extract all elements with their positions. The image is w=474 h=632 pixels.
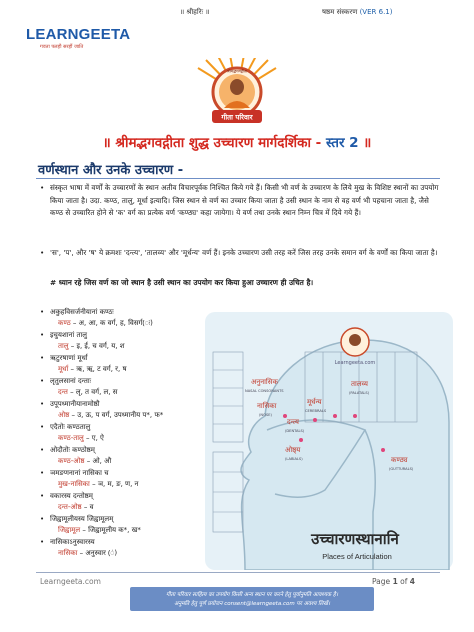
- place-name: मुख-नासिका: [58, 480, 90, 488]
- logo-wordmark: [26, 26, 130, 43]
- sibilant-paragraph: [40, 247, 440, 260]
- letters-text: ए, ऐ: [91, 434, 104, 442]
- geeta-parivar-emblem: [194, 58, 280, 128]
- bullet-icon: •: [40, 183, 45, 192]
- letters-line: दन्त – लृ, त वर्ग, ल, स: [58, 388, 118, 396]
- letters-line: नासिका – अनुस्वार (ं): [58, 549, 118, 557]
- list-item: [40, 377, 205, 400]
- list-item: [40, 354, 205, 377]
- bullet-icon: •: [40, 492, 45, 500]
- list-item: [40, 308, 205, 331]
- label-anunasik: अनुनासिक: [251, 378, 278, 386]
- page-of: of: [400, 577, 408, 586]
- place-name: जिह्वामूल: [58, 526, 81, 534]
- intro-text: संस्कृत भाषा में वर्णों के उच्चारणों के स्थान अतीव विचारपूर्वक निश्चित किये गये हैं। किसी भी वर्ण के उच्चारण के लिये मुख के विशिष्ट स्थानों का उपयोग किया जाता है। उदा. कण्ठ, तालु, मूर्धा इत्यादि। जिस स्थान से वर्ण का उच्चार किया जाता है उसी स्थान के नाम से वह वर्ण भी पहचाना जाता है, जैसे कण्ठ से उच्चारित होने से 'क' वर्ग का प्रत्येक वर्ण 'कण्ठ्य' कहा जायेगा। ये वर्ण तथा उनके स्थान निम्न चित्र में दिये गये हैं।: [50, 183, 439, 217]
- letters-line: जिह्वामूल – जिह्वामूलीय क*, ख*: [58, 526, 141, 534]
- letters-line: मूर्धा – ऋ, ॠ, ट वर्ग, र, ष: [58, 365, 127, 373]
- bullet-icon: •: [40, 515, 45, 523]
- page-prefix: Page: [372, 577, 391, 586]
- sutra-text: नासिकाऽनुस्वारस्य: [50, 538, 95, 546]
- label-talavya-en: (PALATALS): [349, 391, 370, 395]
- list-item: [40, 331, 205, 354]
- label-murdha: मूर्धन्य: [307, 398, 322, 406]
- sutra-text: ओदौतोः कण्ठोष्ठम्: [50, 446, 95, 454]
- list-item: [40, 446, 205, 469]
- emblem-top-label: श्रीमद्भगवद्गीता: [226, 68, 248, 74]
- bullet-icon: •: [40, 331, 45, 339]
- letters-text: इ, ई, च वर्ग, य, श: [76, 342, 125, 350]
- learngeeta-logo[interactable]: [26, 26, 130, 50]
- letters-line: कण्ठ – अ, आ, क वर्ग, ह, विसर्ग(ः): [58, 319, 153, 327]
- page-current: 1: [392, 577, 398, 586]
- bullet-icon: •: [40, 446, 45, 454]
- logo-tagline: गवता पलहौ सरहौं जाति: [40, 44, 84, 50]
- sutra-text: इचुयशानां तालु: [50, 331, 87, 339]
- letters-text: लृ, त वर्ग, ल, स: [75, 388, 118, 396]
- label-kanthya-en: (GUTTURALS): [389, 467, 414, 471]
- sutra-text: अकुहविसर्जनीयानां कण्ठः: [50, 308, 114, 316]
- emblem-label: गीता परिवार: [221, 113, 253, 122]
- letters-line: दन्त-ओष्ठ – व: [58, 503, 94, 511]
- place-name: कण्ठ-ओष्ठ: [58, 457, 85, 465]
- logo-word-b: GEETA: [78, 26, 131, 43]
- label-dantya-en: (DENTALS): [285, 429, 305, 433]
- header-edition: [322, 8, 392, 17]
- footer-divider: [36, 572, 440, 573]
- articulation-diagram: [205, 312, 453, 570]
- diagram-title-hindi: उच्चारणस्थानानि: [311, 530, 399, 548]
- copyright-banner: [130, 587, 374, 611]
- version-label: (VER 6.1): [359, 8, 393, 16]
- sibilant-text: 'स', 'प', और 'ष' ये क्रमशः 'दन्त्य', 'तालव्य' और 'मूर्धन्य' वर्ण हैं। इनके उच्चारण उसी तरह करें जिस तरह उनके समान वर्ग के वर्णों का किया जाता है।: [50, 248, 438, 257]
- bullet-icon: •: [40, 423, 45, 431]
- list-item: [40, 492, 205, 515]
- page-title: [0, 133, 474, 151]
- label-talavya: तालव्य: [351, 380, 369, 388]
- sutra-text: जिह्वामूलीयस्य जिह्वामूलम्: [50, 515, 114, 523]
- letters-text: अ, आ, क वर्ग, ह, विसर्ग(ः): [78, 319, 153, 327]
- sutra-text: उपूपध्मानीयानामोष्ठौ: [50, 400, 100, 408]
- header-shlok: ॥ श्रीहरिः ॥: [180, 8, 210, 16]
- letters-text: ऋ, ॠ, ट वर्ग, र, ष: [76, 365, 127, 373]
- bullet-icon: •: [40, 248, 45, 257]
- sutra-text: वकारस्य दन्तोष्ठम्: [50, 492, 93, 500]
- attention-note: # ध्यान रहे जिस वर्ण का जो स्थान है उसी स्थान का उपयोग कर किया हुआ उच्चारण ही उचित है।: [50, 278, 314, 287]
- sutra-text: एदैतोः कण्ठतालु: [50, 423, 91, 431]
- logo-word-a: LEARN: [26, 26, 79, 43]
- list-item: [40, 515, 205, 538]
- label-dantya: दन्त्य: [287, 418, 299, 426]
- place-name: नासिका: [58, 549, 78, 557]
- letters-line: कण्ठ-ओष्ठ – ओ, औ: [58, 457, 112, 465]
- banner-line-1: गीता परिवार साहित्य का उपयोग किसी अन्य स्थान पर करने हेतु पूर्वानुमति आवश्यक है।: [166, 592, 338, 598]
- letters-text: अनुस्वार (ं): [85, 549, 118, 557]
- letters-line: तालु – इ, ई, च वर्ग, य, श: [58, 342, 125, 350]
- intro-paragraph: [40, 182, 440, 220]
- label-anunasik-en: NASAL CONSONANTS: [245, 389, 284, 393]
- letters-text: व: [89, 503, 94, 511]
- place-name: तालु: [58, 342, 69, 350]
- bullet-icon: •: [40, 354, 45, 362]
- place-name: कण्ठ: [58, 319, 71, 327]
- title-level: स्तर 2: [326, 135, 359, 151]
- list-item: [40, 469, 205, 492]
- banner-line-2[interactable]: अनुमति हेतु पूर्ण प्रयोजन consent@learngeeta.com पर अवश्य लिखें।: [174, 601, 330, 607]
- letters-line: कण्ठ-तालु – ए, ऐ: [58, 434, 104, 442]
- label-oshthya: ओष्ठ्य: [285, 446, 301, 454]
- label-murdha-en: CEREBRALS: [305, 409, 327, 413]
- list-item: [40, 538, 205, 561]
- letters-line: मुख-नासिका – ञ, म, ङ, ण, न: [58, 480, 139, 488]
- page-number: [372, 577, 415, 586]
- sutra-text: ऋटुरषाणां मूर्धा: [50, 354, 88, 362]
- section-heading: वर्णस्थान और उनके उच्चारण -: [38, 163, 184, 178]
- list-item: [40, 423, 205, 446]
- diagram-site: Learngeeta.com: [334, 360, 376, 366]
- articulation-list: [40, 308, 205, 561]
- bullet-icon: •: [40, 377, 45, 385]
- letters-text: उ, ऊ, प वर्ग, उपध्मानीय प*, फ*: [77, 411, 164, 419]
- title-end: ॥: [363, 135, 372, 151]
- sutra-text: लृतुलसानां दन्ताः: [50, 377, 92, 385]
- label-oshthya-en: (LABIALS): [285, 457, 303, 461]
- letters-text: ओ, औ: [92, 457, 112, 465]
- edition-label: षष्ठम संस्करण: [322, 8, 358, 16]
- place-name: कण्ठ-तालु: [58, 434, 84, 442]
- bullet-icon: •: [40, 400, 45, 408]
- bullet-icon: •: [40, 469, 45, 477]
- list-item: [40, 400, 205, 423]
- sutra-text: ञमङणनानां नासिका च: [50, 469, 109, 477]
- bullet-icon: •: [40, 308, 45, 316]
- label-kanthya: कण्ठ्य: [391, 456, 408, 464]
- place-name: मूर्धा: [58, 365, 69, 373]
- page-total: 4: [409, 577, 416, 586]
- diagram-title-english: Places of Articulation: [322, 552, 392, 561]
- title-main: ॥ श्रीमद्भगवद्गीता शुद्ध उच्चारण मार्गदर्शिका -: [102, 135, 322, 151]
- label-nasika-en: (NOSE): [259, 413, 272, 417]
- place-name: ओष्ठ: [58, 411, 70, 419]
- letters-text: जिह्वामूलीय क*, ख*: [88, 526, 141, 534]
- letters-line: ओष्ठ – उ, ऊ, प वर्ग, उपध्मानीय प*, फ*: [58, 411, 164, 419]
- section-divider: [36, 178, 440, 179]
- diagram-emblem-figure: [349, 334, 361, 346]
- letters-text: ञ, म, ङ, ण, न: [97, 480, 139, 488]
- bullet-icon: •: [40, 538, 45, 546]
- place-name: दन्त: [58, 388, 68, 396]
- place-name: दन्त-ओष्ठ: [58, 503, 82, 511]
- footer-site-link[interactable]: Learngeeta.com: [40, 577, 101, 586]
- label-nasika: नासिका: [257, 402, 277, 410]
